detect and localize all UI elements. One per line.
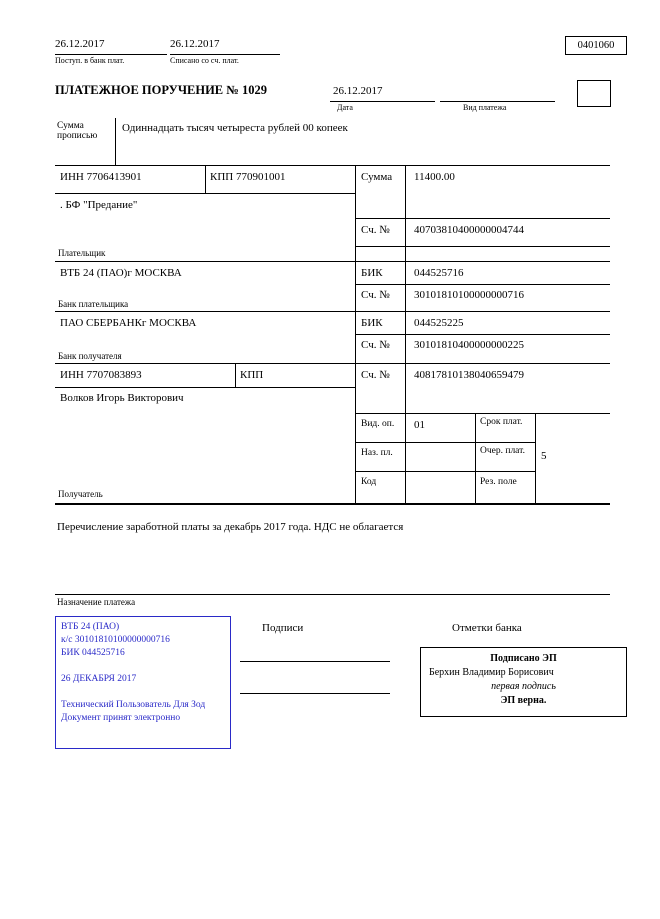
table-border: [55, 503, 610, 505]
table-border: [55, 387, 355, 388]
sum-label: Сумма: [361, 171, 393, 183]
table-border: [355, 471, 535, 472]
payer-bank-account: 30101810100000000716: [414, 289, 524, 301]
payee-name: Волков Игорь Викторович: [60, 392, 184, 404]
amount-in-words: Одиннадцать тысяч четыреста рублей 00 копеек: [122, 122, 348, 134]
payee-bank-account-label: Сч. №: [361, 339, 390, 351]
kod-label: Код: [361, 477, 377, 487]
ep-valid-label: ЭП верна.: [500, 695, 547, 706]
first-signature-label: первая подпись: [491, 681, 556, 692]
signature-line: [240, 693, 390, 694]
payer-account: 40703810400000004744: [414, 224, 524, 236]
page-title: ПЛАТЕЖНОЕ ПОРУЧЕНИЕ № 1029: [55, 83, 267, 97]
purpose-label: Назначение платежа: [57, 597, 136, 607]
stamp-spacer: [61, 686, 225, 699]
table-border: [355, 334, 610, 335]
table-border: [55, 193, 355, 194]
table-border: [355, 442, 535, 443]
payer-account-label: Сч. №: [361, 224, 390, 236]
stamp-corr-account: к/с 30101810100000000716: [61, 635, 170, 645]
table-border: [235, 363, 236, 387]
divider: [170, 54, 280, 55]
divider: [330, 101, 435, 102]
payee-kpp: КПП: [240, 369, 264, 381]
stamp-spacer: [61, 660, 225, 673]
payer-bank-account-label: Сч. №: [361, 289, 390, 301]
payer-kpp: КПП 770901001: [210, 171, 286, 183]
ocher-plat-label: Очер. плат.: [480, 446, 525, 456]
table-border: [535, 413, 536, 503]
signer-name: Берхин Владимир Борисович: [429, 667, 554, 678]
form-code-box: [565, 36, 627, 55]
table-border: [355, 413, 610, 414]
stamp-date: 26 ДЕКАБРЯ 2017: [61, 674, 137, 684]
signed-ep-label: Подписано ЭП: [490, 653, 557, 664]
debited-label: Списано со сч. плат.: [170, 56, 239, 65]
vid-op-value: 01: [414, 419, 425, 431]
divider: [55, 54, 167, 55]
payee-bank-name: ПАО СБЕРБАНКг МОСКВА: [60, 317, 197, 329]
received-in-bank-date: 26.12.2017: [55, 38, 105, 50]
payee-bank-bik-label: БИК: [361, 317, 383, 329]
signature-line: [240, 661, 390, 662]
table-border: [355, 218, 610, 219]
sum-value: 11400.00: [414, 171, 455, 183]
stamp-accepted: Документ принят электронно: [61, 713, 181, 723]
payer-inn: ИНН 7706413901: [60, 171, 142, 183]
payee-label: Получатель: [58, 489, 103, 499]
stamp-bik: БИК 044525716: [61, 648, 125, 658]
signatures-title: Подписи: [262, 622, 304, 634]
debited-date: 26.12.2017: [170, 38, 220, 50]
table-border: [205, 165, 206, 193]
payer-bank-bik: 044525716: [414, 267, 464, 279]
amount-in-words-label: Сумма прописью: [57, 121, 98, 142]
payment-type-label: Вид платежа: [463, 103, 507, 112]
table-border: [475, 413, 476, 503]
payee-account-label: Сч. №: [361, 369, 390, 381]
payer-bank-bik-label: БИК: [361, 267, 383, 279]
payee-inn: ИНН 7707083893: [60, 369, 142, 381]
table-border: [355, 284, 610, 285]
payer-name: . БФ "Предание": [60, 199, 138, 211]
payee-account: 40817810138040659479: [414, 369, 524, 381]
received-in-bank-label: Поступ. в банк плат.: [55, 56, 125, 65]
form-code: 0401060: [577, 40, 615, 51]
divider: [440, 101, 555, 102]
ocher-plat-value: 5: [541, 450, 547, 462]
document-date: 26.12.2017: [333, 85, 383, 97]
rez-pole-label: Рез. поле: [480, 477, 517, 487]
payer-label: Плательщик: [58, 248, 106, 258]
bank-electronic-stamp: [55, 616, 231, 749]
table-border: [355, 246, 610, 247]
payee-bank-account: 30101810400000000225: [414, 339, 524, 351]
payee-bank-bik: 044525225: [414, 317, 464, 329]
naz-pl-label: Наз. пл.: [361, 448, 393, 458]
table-border: [115, 118, 116, 165]
table-border: [55, 311, 610, 312]
payment-type-box: [577, 80, 611, 107]
date-label: Дата: [337, 103, 353, 112]
payee-bank-label: Банк получателя: [58, 351, 122, 361]
payer-bank-name: ВТБ 24 (ПАО)г МОСКВА: [60, 267, 182, 279]
vid-op-label: Вид. оп.: [361, 419, 395, 429]
srok-plat-label: Срок плат.: [480, 417, 523, 427]
payer-bank-label: Банк плательщика: [58, 299, 129, 309]
bank-marks-title: Отметки банка: [452, 622, 522, 634]
stamp-bank-name: ВТБ 24 (ПАО): [61, 622, 120, 632]
table-border: [55, 165, 610, 166]
stamp-user: Технический Пользователь Для Зод: [61, 700, 206, 710]
divider: [55, 594, 610, 595]
table-border: [55, 363, 610, 364]
bank-mark-box: [420, 647, 627, 717]
table-border: [55, 261, 610, 262]
purpose-text: Перечисление заработной платы за декабрь 2017 года. НДС не облагается: [57, 521, 404, 533]
